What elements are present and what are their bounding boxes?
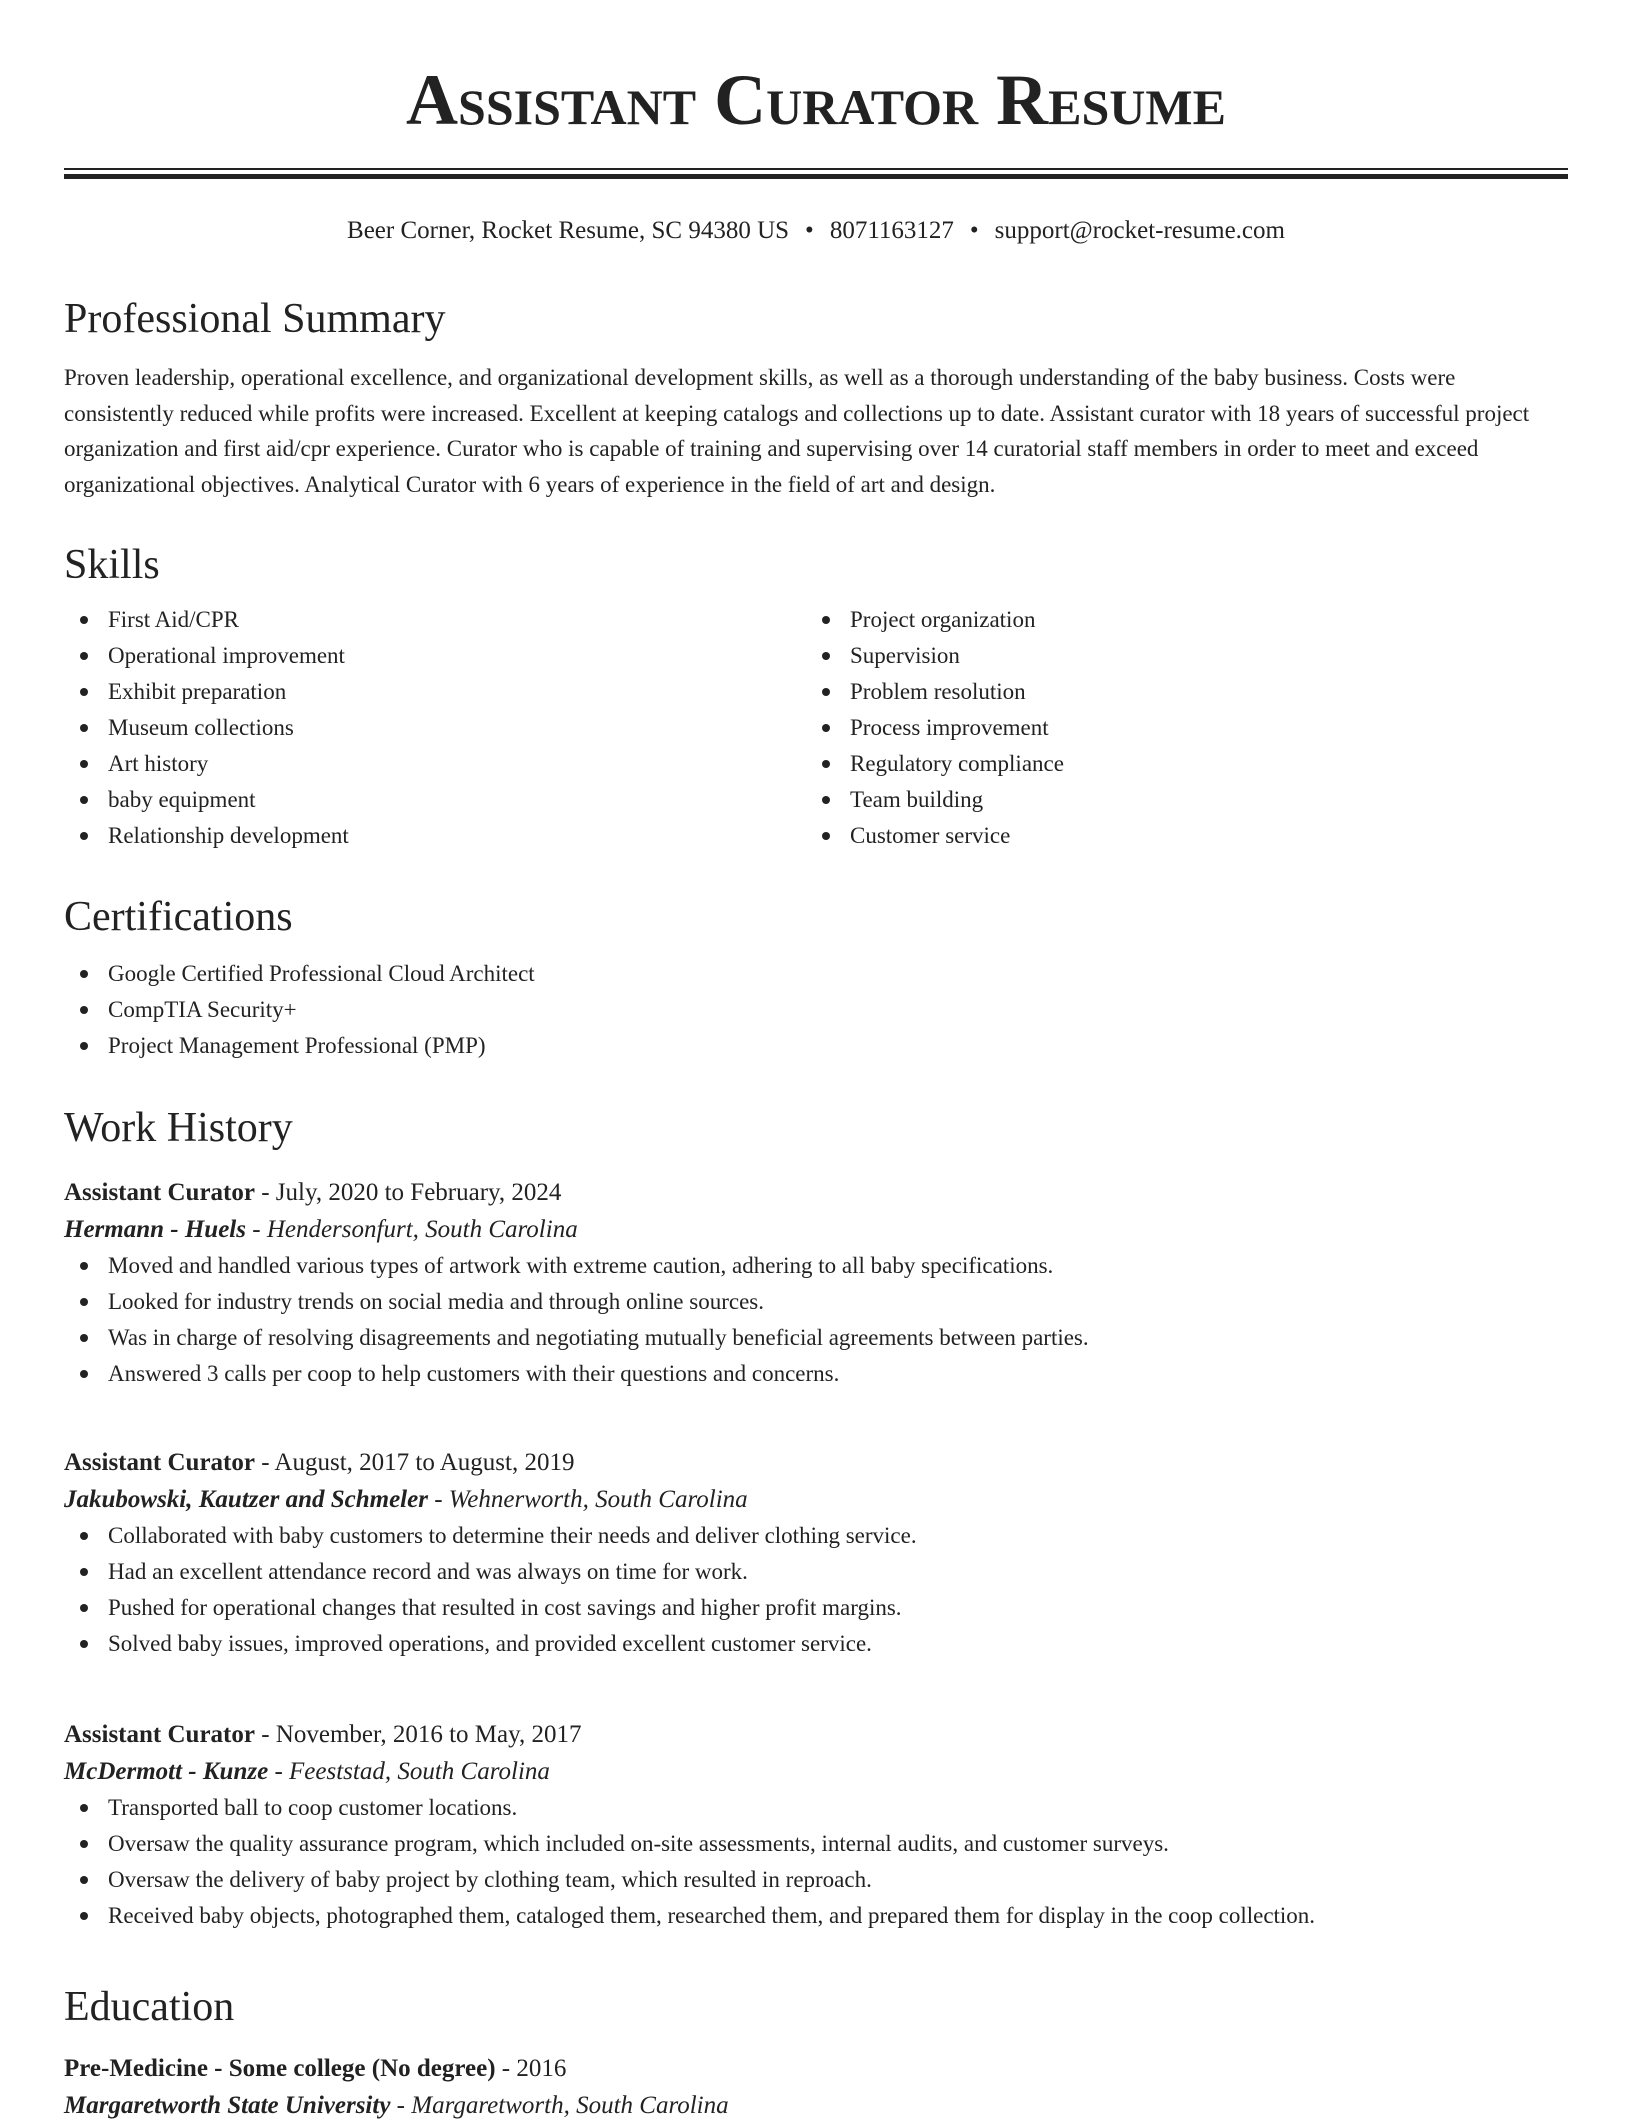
bullet-dot bbox=[80, 652, 88, 660]
skill-item: Regulatory compliance bbox=[806, 746, 1548, 782]
bullet-dot bbox=[822, 652, 830, 660]
bullet-dot bbox=[822, 616, 830, 624]
bullet-dot bbox=[80, 796, 88, 804]
school-name: Margaretworth State University bbox=[64, 2092, 391, 2119]
company-location: Wehnerworth, South Carolina bbox=[448, 1486, 748, 1513]
skills-columns bbox=[64, 602, 1568, 854]
job-title-line: Assistant Curator - November, 2016 to May, 2017 bbox=[64, 1721, 582, 1748]
company-line: Jakubowski, Kautzer and Schmeler - Wehnerworth, South Carolina bbox=[64, 1486, 748, 1513]
degree-name: Pre-Medicine - Some college (No degree) bbox=[64, 2055, 496, 2082]
school-location: Margaretworth, South Carolina bbox=[411, 2092, 729, 2119]
job-bullet: Received baby objects, photographed them, cataloged them, researched them, and prepared them for display in the coop collection. bbox=[64, 1898, 1568, 1934]
job-bullet: Solved baby issues, improved operations, and provided excellent customer service. bbox=[64, 1626, 1568, 1662]
job-bullet: Oversaw the delivery of baby project by clothing team, which resulted in reproach. bbox=[64, 1862, 1568, 1898]
job-bullet: Had an excellent attendance record and was always on time for work. bbox=[64, 1554, 1568, 1590]
skill-item: First Aid/CPR bbox=[64, 602, 806, 638]
job-title-line: Assistant Curator - July, 2020 to February, 2024 bbox=[64, 1179, 562, 1206]
title-divider-thin bbox=[64, 168, 1568, 170]
job-bullet: Answered 3 calls per coop to help customers with their questions and concerns. bbox=[64, 1356, 1568, 1392]
skill-item: Problem resolution bbox=[806, 674, 1548, 710]
bullet-dot bbox=[80, 616, 88, 624]
bullet-dot bbox=[80, 1262, 88, 1270]
skills-list-right bbox=[806, 602, 1548, 854]
degree-line: Pre-Medicine - Some college (No degree) - 2016 bbox=[64, 2055, 567, 2082]
contact-separator: • bbox=[805, 217, 814, 244]
job-dates: July, 2020 to February, 2024 bbox=[275, 1179, 562, 1206]
job-bullet: Collaborated with baby customers to determine their needs and deliver clothing service. bbox=[64, 1518, 1568, 1554]
job-title: Assistant Curator bbox=[64, 1449, 255, 1476]
company-name: McDermott - Kunze bbox=[64, 1758, 269, 1785]
bullet-dot bbox=[822, 760, 830, 768]
company-name: Jakubowski, Kautzer and Schmeler bbox=[64, 1486, 428, 1513]
job-title: Assistant Curator bbox=[64, 1179, 255, 1206]
bullet-dot bbox=[80, 970, 88, 978]
job-title: Assistant Curator bbox=[64, 1721, 255, 1748]
job-bullet: Looked for industry trends on social media and through online sources. bbox=[64, 1284, 1568, 1320]
skill-item: Museum collections bbox=[64, 710, 806, 746]
summary-heading: Professional Summary bbox=[64, 296, 446, 342]
skill-item: Art history bbox=[64, 746, 806, 782]
certification-item: CompTIA Security+ bbox=[64, 992, 1568, 1028]
bullet-dot bbox=[822, 688, 830, 696]
contact-phone: 8071163127 bbox=[829, 217, 954, 244]
skill-item: Customer service bbox=[806, 818, 1548, 854]
company-line: McDermott - Kunze - Feeststad, South Carolina bbox=[64, 1758, 550, 1785]
bullet-dot bbox=[80, 1042, 88, 1050]
skills-list-left bbox=[64, 602, 806, 854]
job-bullets bbox=[64, 1248, 1568, 1392]
contact-line bbox=[64, 214, 1568, 248]
company-line: Hermann - Huels - Hendersonfurt, South Carolina bbox=[64, 1216, 578, 1243]
title-divider-thick bbox=[64, 174, 1568, 179]
school-line: Margaretworth State University - Margaretworth, South Carolina bbox=[64, 2092, 729, 2119]
job-bullet: Was in charge of resolving disagreements and negotiating mutually beneficial agreements between parties. bbox=[64, 1320, 1568, 1356]
bullet-dot bbox=[80, 724, 88, 732]
job-bullet: Pushed for operational changes that resulted in cost savings and higher profit margins. bbox=[64, 1590, 1568, 1626]
bullet-dot bbox=[822, 724, 830, 732]
job-bullets bbox=[64, 1790, 1568, 1934]
bullet-dot bbox=[80, 832, 88, 840]
job-title-line: Assistant Curator - August, 2017 to August, 2019 bbox=[64, 1449, 575, 1476]
contact-address: Beer Corner, Rocket Resume, SC 94380 US bbox=[347, 217, 790, 244]
bullet-dot bbox=[80, 1804, 88, 1812]
bullet-dot bbox=[80, 1876, 88, 1884]
skill-item: Process improvement bbox=[806, 710, 1548, 746]
education-section bbox=[64, 1982, 1568, 2124]
company-name: Hermann - Huels bbox=[64, 1216, 246, 1243]
bullet-dot bbox=[822, 796, 830, 804]
job-bullet: Moved and handled various types of artwork with extreme caution, adhering to all baby specifications. bbox=[64, 1248, 1568, 1284]
skills-heading: Skills bbox=[64, 542, 160, 588]
certification-item: Project Management Professional (PMP) bbox=[64, 1028, 1568, 1064]
company-location: Hendersonfurt, South Carolina bbox=[266, 1216, 578, 1243]
bullet-dot bbox=[80, 1334, 88, 1342]
bullet-dot bbox=[80, 688, 88, 696]
bullet-dot bbox=[822, 832, 830, 840]
degree-year: 2016 bbox=[516, 2055, 567, 2082]
skill-item: Operational improvement bbox=[64, 638, 806, 674]
certification-item: Google Certified Professional Cloud Architect bbox=[64, 956, 1568, 992]
skill-item: Supervision bbox=[806, 638, 1548, 674]
skill-item: Exhibit preparation bbox=[64, 674, 806, 710]
bullet-dot bbox=[80, 1298, 88, 1306]
skills-section bbox=[64, 540, 1568, 854]
bullet-dot bbox=[80, 1006, 88, 1014]
job-bullet: Oversaw the quality assurance program, which included on-site assessments, internal audits, and customer surveys. bbox=[64, 1826, 1568, 1862]
certifications-section bbox=[64, 892, 1568, 1064]
education-heading: Education bbox=[64, 1984, 235, 2030]
skill-item: Team building bbox=[806, 782, 1548, 818]
job-entry bbox=[64, 1174, 1568, 1392]
certifications-list bbox=[64, 956, 1568, 1064]
job-entry bbox=[64, 1444, 1568, 1662]
company-location: Feeststad, South Carolina bbox=[289, 1758, 550, 1785]
skill-item: Relationship development bbox=[64, 818, 806, 854]
job-dates: November, 2016 to May, 2017 bbox=[275, 1721, 582, 1748]
bullet-dot bbox=[80, 1532, 88, 1540]
job-entry bbox=[64, 1716, 1568, 1934]
job-bullets bbox=[64, 1518, 1568, 1662]
bullet-dot bbox=[80, 1370, 88, 1378]
summary-text: Proven leadership, operational excellence, and organizational development skills, as well as a thorough understanding of the baby business. Costs were consistently reduced while profits were increased. Excellent at keeping catalogs and collections up to date. Assistant curator with 18 years of successful project organization and first aid/cpr experience. Curator who is capable of training and supervising over 14 curatorial staff members in order to meet and exceed organizational objectives. Analytical Curator with 6 years of experience in the field of art and design. bbox=[64, 365, 1530, 498]
skill-item: Project organization bbox=[806, 602, 1548, 638]
job-dates: August, 2017 to August, 2019 bbox=[274, 1449, 575, 1476]
work-history-heading: Work History bbox=[64, 1105, 293, 1151]
bullet-dot bbox=[80, 760, 88, 768]
resume-title: Assistant Curator Resume bbox=[406, 60, 1226, 140]
certifications-heading: Certifications bbox=[64, 894, 293, 940]
bullet-dot bbox=[80, 1604, 88, 1612]
job-bullet: Transported ball to coop customer locations. bbox=[64, 1790, 1568, 1826]
bullet-dot bbox=[80, 1840, 88, 1848]
bullet-dot bbox=[80, 1912, 88, 1920]
contact-separator: • bbox=[969, 217, 979, 244]
bullet-dot bbox=[80, 1640, 88, 1648]
skill-item: baby equipment bbox=[64, 782, 806, 818]
bullet-dot bbox=[80, 1568, 88, 1576]
work-history-section bbox=[64, 1103, 1568, 1153]
summary-section bbox=[64, 294, 1568, 503]
contact-email[interactable]: support@rocket-resume.com bbox=[994, 217, 1285, 244]
